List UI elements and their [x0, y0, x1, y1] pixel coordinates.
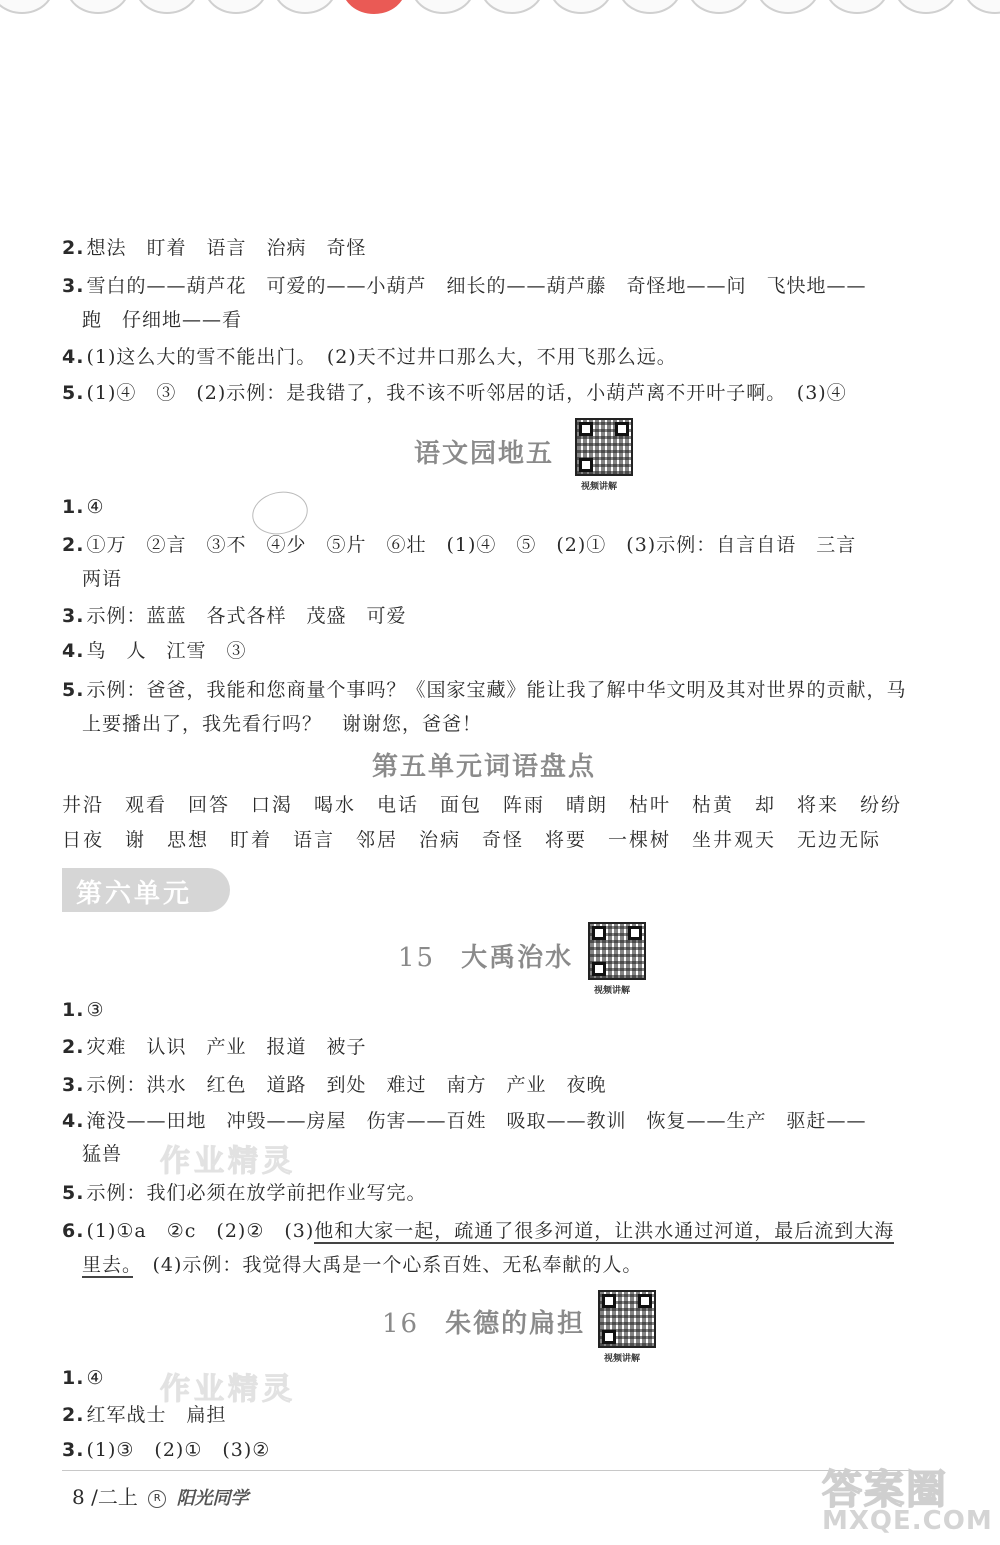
qr-caption: 视频讲解: [581, 482, 618, 492]
answer-line: 2. ①万 ②言 ③不 ④少 ⑤片 ⑥壮 (1)④ ⑤ (2)① (3)示例：自言自语 三言: [62, 534, 857, 556]
answer-line: 1. ③: [62, 999, 105, 1021]
answer-line: 3. 示例：洪水 红色 道路 到处 难过 南方 产业 夜晚: [62, 1074, 607, 1096]
answer-line: 4. 鸟 人 江雪 ③: [62, 640, 247, 662]
answer-line: 5. 示例：我们必须在放学前把作业写完。: [62, 1182, 427, 1204]
answer-line: 2. 灾难 认识 产业 报道 被子: [62, 1036, 367, 1058]
watermark: 作业精灵: [160, 1144, 296, 1179]
answer-line: 2. 想法 盯着 语言 治病 奇怪: [62, 237, 367, 259]
page-footer: [72, 1481, 249, 1510]
section-title: 语文园地五: [414, 439, 555, 469]
answer-continuation: 猛兽: [82, 1143, 123, 1165]
answer-line: 6. (1)①a ②c (2)② (3)他和大家一起，疏通了很多河道，让洪水通过河道，最后流到大海: [62, 1220, 895, 1242]
watermark: 作业精灵: [160, 1372, 296, 1407]
underlined-answer: 他和大家一起，疏通了很多河道，让洪水通过河道，最后流到大海: [314, 1220, 895, 1242]
answer-line: 3. (1)③ (2)① (3)②: [62, 1439, 271, 1461]
lesson-title: 16 朱德的扁担: [382, 1309, 586, 1339]
vocab-title: 第五单元词语盘点: [372, 752, 597, 782]
qr-caption: 视频讲解: [604, 1354, 641, 1364]
answer-continuation: 上要播出了，我先看行吗？ 谢谢您，爸爸！: [82, 713, 483, 735]
edition-badge-icon: R: [148, 1490, 166, 1508]
page-number: 8: [72, 1485, 85, 1509]
answer-line: 1. ④: [62, 1367, 105, 1389]
unit-banner: 第六单元: [62, 868, 230, 912]
footer-divider: [62, 1470, 910, 1471]
answer-line: 5. (1)④ ③ (2)示例：是我错了，我不该不听邻居的话，小葫芦离不开叶子啊。 (3)④: [62, 382, 847, 404]
vocab-row: 日夜 谢 思想 盯着 语言 邻居 治病 奇怪 将要 一棵树 坐井观天 无边无际: [62, 829, 882, 851]
brand-logo: 阳光同学: [176, 1488, 249, 1509]
grade-label: /二上: [91, 1485, 138, 1509]
answer-line: 3. 雪白的——葫芦花 可爱的——小葫芦 细长的——葫芦藤 奇怪地——问 飞快地——: [62, 275, 867, 297]
qr-code-icon[interactable]: [598, 1290, 656, 1348]
answer-continuation: 两语: [82, 568, 123, 590]
qr-code-icon[interactable]: [575, 418, 633, 476]
site-watermark-logo: 答案圈 MXQE.COM: [822, 1467, 993, 1536]
answer-line: 5. 示例：爸爸，我能和您商量个事吗？《国家宝藏》能让我了解中华文明及其对世界的贡献，马: [62, 679, 907, 701]
active-tab-marker: [342, 0, 406, 14]
answer-continuation: 跑 仔细地——看: [82, 309, 243, 331]
qr-caption: 视频讲解: [594, 986, 631, 996]
vocab-row: 井沿 观看 回答 口渴 喝水 电话 面包 阵雨 晴朗 枯叶 枯黄 却 将来 纷纷: [62, 794, 903, 816]
stamp-mark: [248, 487, 312, 540]
answer-line: 4. (1)这么大的雪不能出门。 (2)天不过井口那么大，不用飞那么远。: [62, 346, 677, 368]
answer-line: 3. 示例：蓝蓝 各式各样 茂盛 可爱: [62, 605, 407, 627]
lesson-title: 15 大禹治水: [398, 943, 574, 973]
answer-line: 2. 红军战士 扁担: [62, 1404, 227, 1426]
top-tab-strip: [0, 0, 1000, 18]
answer-line: 4. 淹没——田地 冲毁——房屋 伤害——百姓 吸取——教训 恢复——生产 驱赶——: [62, 1110, 867, 1132]
answer-line: 1. ④: [62, 496, 105, 518]
answer-continuation: 里去。 (4)示例：我觉得大禹是一个心系百姓、无私奉献的人。: [82, 1254, 643, 1276]
qr-code-icon[interactable]: [588, 922, 646, 980]
